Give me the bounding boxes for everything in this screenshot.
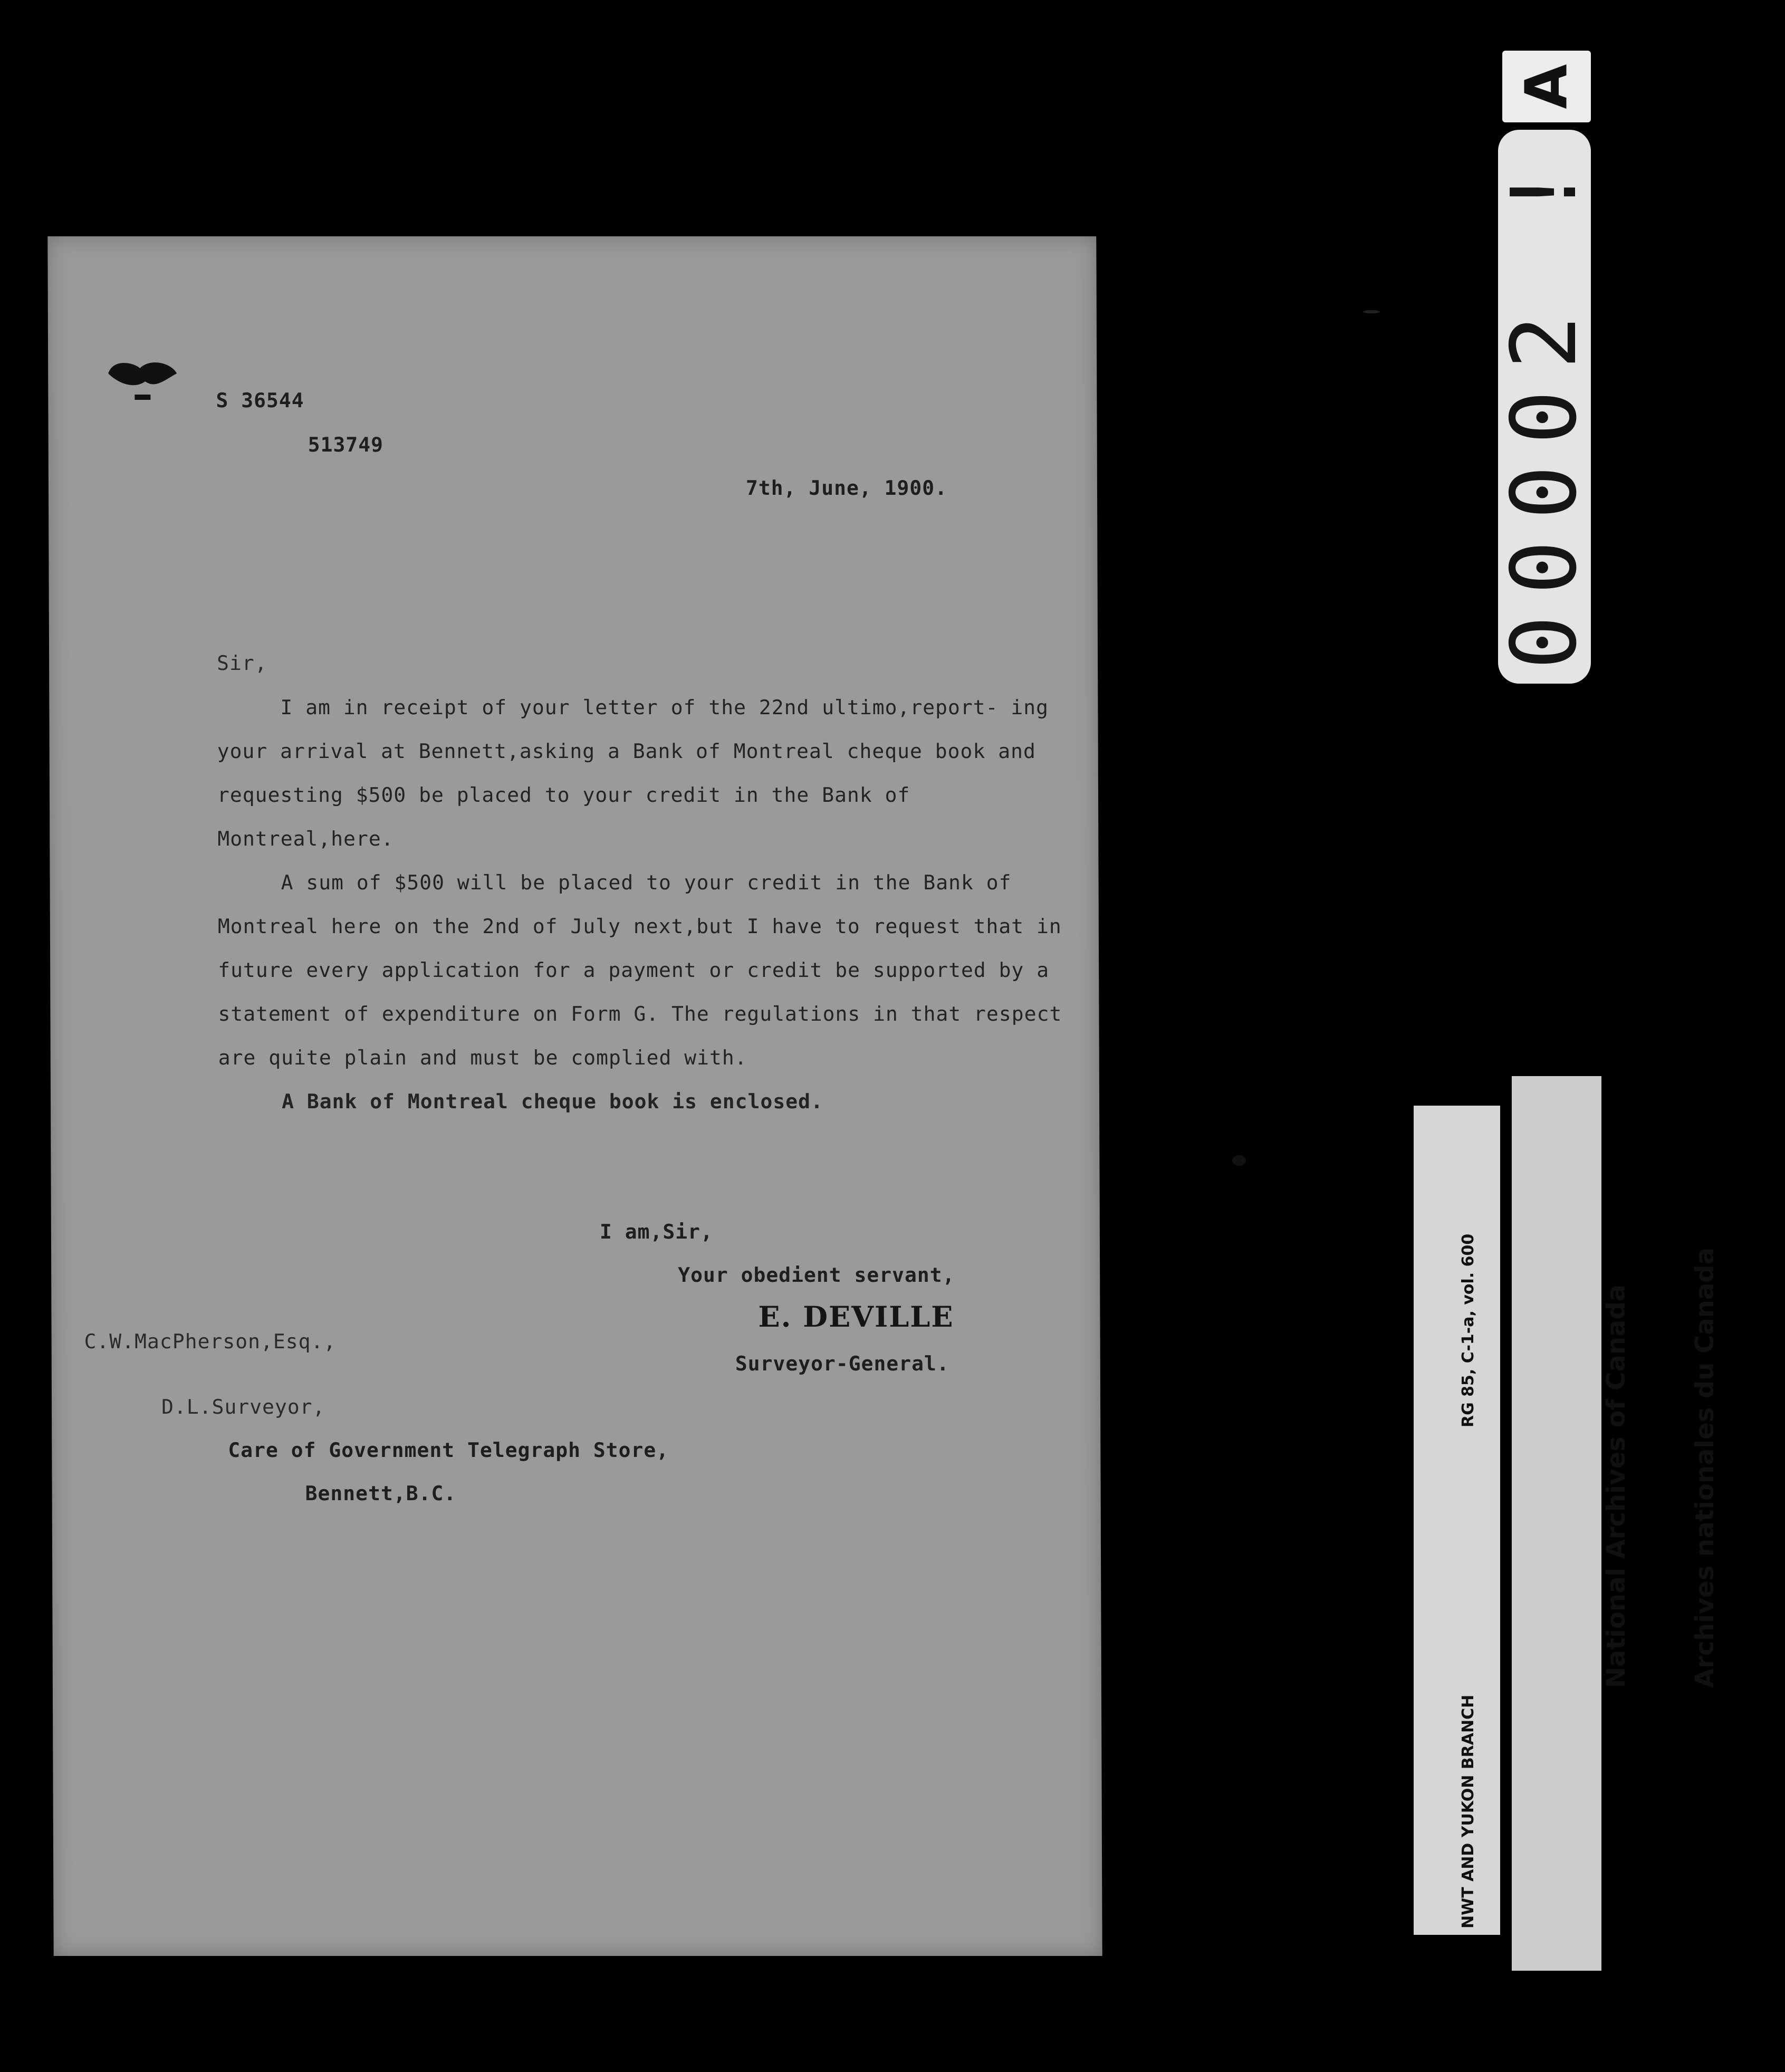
paragraph-3: A Bank of Montreal cheque book is enclosed. — [281, 1090, 823, 1113]
signature: E. DEVILLE — [758, 1300, 954, 1334]
reference-label — [1414, 1106, 1500, 1935]
closing-line-2: Your obedient servant, — [678, 1263, 955, 1287]
addressee-location: Bennett,B.C. — [305, 1482, 457, 1505]
letter-body — [217, 686, 1083, 1124]
file-number-primary: S 36544 — [216, 389, 304, 412]
signer-title: Surveyor-General. — [735, 1352, 949, 1375]
file-number-secondary: 513749 — [308, 433, 384, 456]
salutation: Sir, — [217, 651, 267, 675]
paragraph-1: I am in receipt of your letter of the 22nd ultimo,report- ing your arrival at Bennett,asking a Bank of Montreal cheque book and requesting $500 be placed to your credit in the Bank of Montreal,here. — [217, 696, 1049, 850]
archives-name-fr: Archives nationales du Canada — [1690, 1248, 1720, 1688]
frame-counter — [1492, 130, 1597, 684]
paragraph-2: A sum of $500 will be placed to your credit in the Bank of Montreal here on the 2nd of July next,but I have to request that in future every application for a payment or credit be supported by a statement of expenditure on Form G. The regulations in that respect are quite plain and must be complied with. — [217, 871, 1062, 1069]
branch-line-1: NWT AND YUKON BRANCH — [1459, 1694, 1477, 1929]
letter-date: 7th, June, 1900. — [745, 476, 948, 500]
addressee-care-of: Care of Government Telegraph Store, — [228, 1438, 669, 1462]
closing-line-1: I am,Sir, — [599, 1220, 713, 1243]
dust-speck — [1363, 310, 1380, 313]
frame-counter-digits: 00002 ! — [1492, 143, 1597, 670]
microfilm-tab — [1502, 51, 1591, 122]
tab-letter: A — [1512, 64, 1580, 109]
addressee-title: D.L.Surveyor, — [161, 1395, 325, 1418]
archives-label — [1512, 1076, 1720, 1971]
archives-name-en: National Archives of Canada — [1601, 1284, 1631, 1688]
addressee-name: C.W.MacPherson,Esq., — [84, 1330, 337, 1353]
letter-page — [47, 236, 1102, 1956]
archives-name — [1542, 1248, 1779, 1688]
dust-speck — [1232, 1155, 1246, 1166]
reference-line-1: RG 85, C-1-a, vol. 600 — [1459, 1233, 1477, 1427]
ink-blot-mark — [103, 352, 182, 410]
